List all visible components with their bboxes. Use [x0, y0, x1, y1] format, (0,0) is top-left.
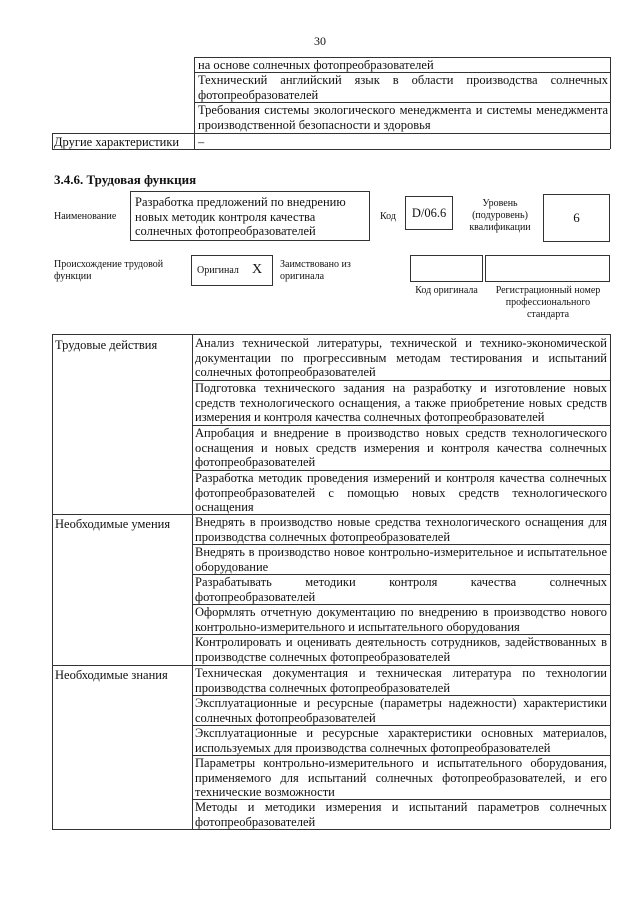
labor-action-item: Апробация и внедрение в производство новых средств технологического оснащения и новых средств измерения и контроля качества солнечных фотопреобразователей [195, 426, 607, 470]
borrowed-label: Заимствовано из оригинала [280, 259, 351, 282]
labor-action-item: Анализ технической литературы, технической и технико-экономической документации по прогрессивным методам тестирования и испытаний солнечных фотопреобразователей [195, 336, 607, 380]
knowledge-item: Эксплуатационные и ресурсные характеристики основных материалов, используемых для производства солнечных фотопреобразователей [195, 726, 607, 755]
top-row-1: на основе солнечных фотопреобразователей [198, 58, 434, 72]
original-box [191, 255, 273, 286]
skills-label: Необходимые умения [55, 517, 171, 531]
level-value: 6 [573, 210, 580, 225]
skill-item: Оформлять отчетную документацию по внедрению в производство нового контрольно-измерительного и испытательного оборудования [195, 605, 607, 634]
code-value: D/06.6 [411, 206, 447, 220]
knowledge-label: Необходимые знания [55, 668, 168, 682]
skill-item: Внедрять в производство новое контрольно-измерительное и испытательное оборудование [195, 545, 607, 574]
other-characteristics-value: – [198, 135, 205, 149]
reg-number-box [485, 255, 610, 282]
original-mark: X [252, 262, 263, 277]
knowledge-item: Техническая документация и техническая литература по технологии производства солнечных фотопреобразователей [195, 666, 607, 695]
knowledge-item: Методы и методики измерения и испытаний параметров солнечных фотопреобразователей [195, 800, 607, 829]
name-label: Наименование [54, 211, 117, 222]
name-box [130, 191, 370, 241]
top-row-3: Требования системы экологического менеджмента и системы менеджмента производственной безопасности и здоровья [198, 103, 608, 132]
level-box [543, 194, 610, 242]
skill-item: Внедрять в производство новые средства технологического оснащения для производства солнечных фотопреобразователей [195, 515, 607, 544]
name-value: Разработка предложений по внедрению новых методик контроля качества солнечных фотопреобразователей [135, 195, 346, 238]
code-original-label: Код оригинала [415, 285, 478, 296]
knowledge-item: Параметры контрольно-измерительного и испытательного оборудования, применяемого для испытаний солнечных фотопреобразователей, и его технические возможности [195, 756, 607, 800]
top-row-2: Технический английский язык в области производства солнечных фотопреобразователей [198, 73, 608, 102]
labor-action-item: Разработка методик проведения измерений и контроля качества солнечных фотопреобразователей с помощью новых средств технологического оснащения [195, 471, 607, 515]
code-box [405, 196, 453, 230]
skill-item: Контролировать и оценивать деятельность сотрудников, задействованных в производстве солнечных фотопреобразователей [195, 635, 607, 664]
reg-number-label: Регистрационный номер профессионального стандарта [495, 285, 601, 320]
code-label: Код [380, 211, 396, 222]
labor-actions-label: Трудовые действия [55, 338, 158, 352]
knowledge-item: Эксплуатационные и ресурсные (параметры надежности) характеристики солнечных фотопреобразователей [195, 696, 607, 725]
other-characteristics-label: Другие характеристики [54, 135, 180, 149]
skill-item: Разрабатывать методики контроля качества солнечных фотопреобразователей [195, 575, 607, 604]
original-label: Оригинал [197, 265, 239, 276]
origin-label: Происхождение трудовой функции [54, 259, 164, 282]
section-title: 3.4.6. Трудовая функция [54, 172, 197, 187]
labor-action-item: Подготовка технического задания на разработку и изготовление новых средств технологического оснащения, а также приобретение новых средств измерения и контроля качества солнечных фотопреобразователей [195, 381, 607, 425]
page-number: 30 [314, 34, 326, 48]
code-original-box [410, 255, 483, 282]
level-label: Уровень (подуровень) квалификации [469, 198, 531, 233]
